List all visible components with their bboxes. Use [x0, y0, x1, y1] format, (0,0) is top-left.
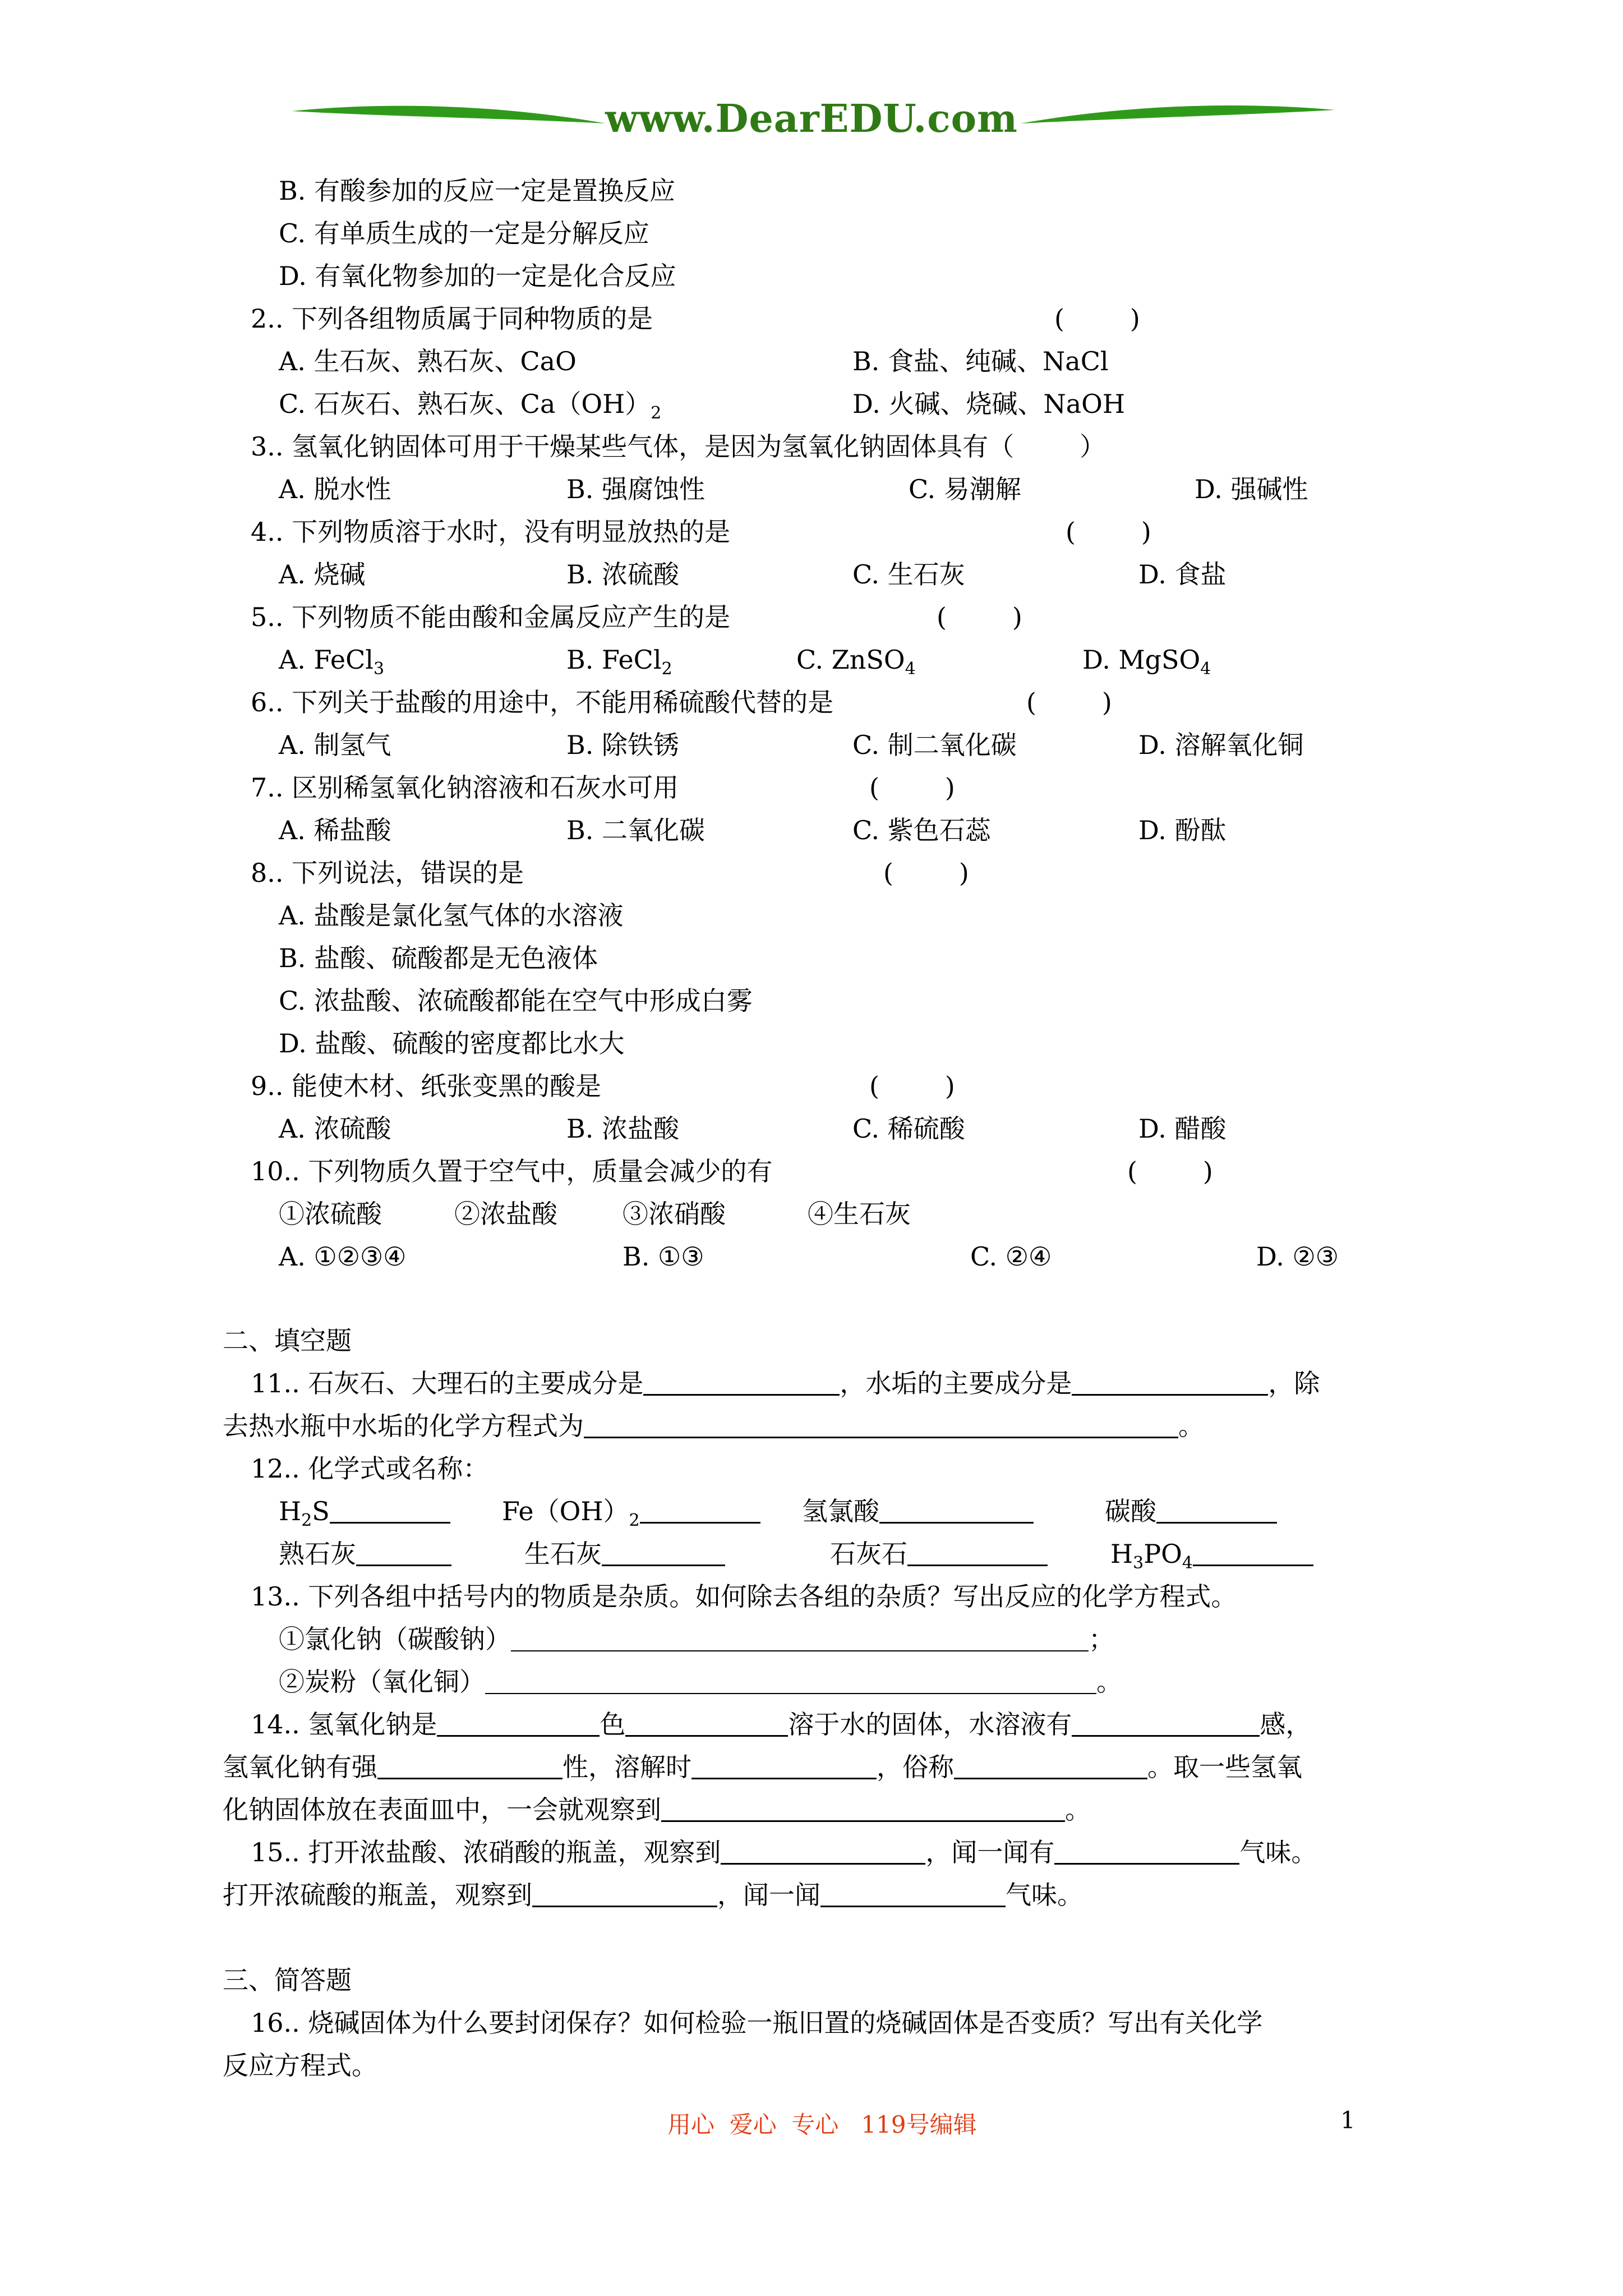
q10-item-2: ②浓盐酸 — [454, 1199, 557, 1229]
q12-row1-feoh2: $Fe(OH)_2$ — [502, 1494, 760, 1528]
site-logo: www.DearEDU.com — [605, 96, 1018, 141]
q12-row1-hcl: 氢氯酸 — [802, 1494, 1034, 1528]
section-short-answer-heading: 三、简答题 — [223, 1965, 352, 1995]
q10-option-c: C. ②④ — [970, 1241, 1052, 1272]
q6-stem: 6.. 下列关于盐酸的用途中，不能用稀硫酸代替的是 — [251, 687, 834, 717]
q13-stem: 13.. 下列各组中括号内的物质是杂质。如何除去各组的杂质？写出反应的化学方程式。 — [251, 1581, 1237, 1612]
q15-line-2: 打开浓硫酸的瓶盖，观察到 ，闻一闻 气味。 — [223, 1880, 1083, 1910]
q12-row2-h3po4: $H_3PO_4$ — [1110, 1537, 1313, 1571]
footer-text: 用心 爱心 专心 119号编辑 — [667, 2111, 977, 2138]
q4-option-d: D. 食盐 — [1138, 559, 1227, 590]
q4-paren: ( ) — [1066, 517, 1151, 547]
q12-row2-limestone: 石灰石 — [830, 1537, 1048, 1571]
q1-option-c: C. 有单质生成的一定是分解反应 — [279, 218, 649, 249]
q3-option-d: D. 强碱性 — [1195, 474, 1308, 504]
q16-line-2: 反应方程式。 — [223, 2050, 377, 2081]
q11-line-2: 去热水瓶中水垢的化学方程式为 。 — [223, 1411, 1204, 1441]
q5-paren: ( ) — [937, 602, 1022, 632]
q16-line-1: 16.. 烧碱固体为什么要封闭保存？如何检验一瓶旧置的烧碱固体是否变质？写出有关化学 — [251, 2008, 1263, 2038]
q7-option-c: C. 紫色石蕊 — [852, 815, 991, 845]
q13-item-1: ①氯化钠（碳酸钠） ； — [279, 1624, 1114, 1654]
q3-option-c: C. 易潮解 — [909, 474, 1021, 504]
q10-stem: 10.. 下列物质久置于空气中，质量会减少的有 — [251, 1156, 773, 1186]
q7-paren: ( ) — [869, 772, 955, 803]
q13-item-2: ②炭粉（氧化铜） 。 — [279, 1667, 1122, 1697]
q6-option-b: B. 除铁锈 — [566, 730, 680, 760]
q1-option-b: B. 有酸参加的反应一定是置换反应 — [279, 176, 676, 206]
q5-stem: 5.. 下列物质不能由酸和金属反应产生的是 — [251, 602, 731, 632]
q8-paren: ( ) — [883, 858, 969, 888]
q3-option-a: A. 脱水性 — [279, 474, 391, 504]
q2-option-a: A. 生石灰、熟石灰、CaO — [279, 346, 577, 376]
q10-option-b: B. ①③ — [623, 1241, 704, 1272]
q11-line-1: 11.. 石灰石、大理石的主要成分是 ，水垢的主要成分是 ，除 — [251, 1368, 1320, 1398]
q12-row2-slaked-lime: 熟石灰 — [279, 1537, 451, 1571]
q9-option-d: D. 醋酸 — [1138, 1114, 1227, 1144]
q14-line-2: 氢氧化钠有强 性，溶解时 ，俗称 。取一些氢氧 — [223, 1752, 1302, 1782]
q7-stem: 7.. 区别稀氢氧化钠溶液和石灰水可用 — [251, 772, 679, 803]
q9-option-a: A. 浓硫酸 — [279, 1114, 391, 1144]
section-fill-in-heading: 二、填空题 — [223, 1326, 352, 1356]
q6-paren: ( ) — [1026, 687, 1112, 717]
q8-stem: 8.. 下列说法，错误的是 — [251, 858, 524, 888]
q2-stem: 2.. 下列各组物质属于同种物质的是 — [251, 303, 653, 334]
q15-line-1: 15.. 打开浓盐酸、浓硝酸的瓶盖，观察到 ，闻一闻有 气味。 — [251, 1837, 1317, 1867]
q14-line-1: 14.. 氢氧化钠是 色 溶于水的固体，水溶液有 感， — [251, 1709, 1312, 1740]
q4-option-a: A. 烧碱 — [279, 559, 366, 590]
q10-option-d: D. ②③ — [1256, 1241, 1339, 1272]
q2-option-b: B. 食盐、纯碱、NaCl — [852, 346, 1109, 376]
q10-item-1: ①浓硫酸 — [279, 1199, 382, 1229]
q10-option-a: A. ①②③④ — [279, 1241, 407, 1272]
q8-option-a: A. 盐酸是氯化氢气体的水溶液 — [279, 900, 624, 931]
q4-option-c: C. 生石灰 — [852, 559, 965, 590]
q5-option-d: D. MgSO$_4$ — [1082, 645, 1211, 679]
q5-option-c: C. ZnSO$_4$ — [796, 645, 916, 679]
q8-option-b: B. 盐酸、硫酸都是无色液体 — [279, 943, 598, 973]
q9-paren: ( ) — [869, 1071, 955, 1101]
q9-option-c: C. 稀硫酸 — [852, 1114, 965, 1144]
q8-option-c: C. 浓盐酸、浓硫酸都能在空气中形成白雾 — [279, 986, 753, 1016]
q12-row1-h2s: $H_2S$ — [279, 1494, 450, 1528]
q7-option-d: D. 酚酞 — [1138, 815, 1227, 845]
q6-option-d: D. 溶解氧化铜 — [1138, 730, 1304, 760]
q7-option-b: B. 二氧化碳 — [566, 815, 706, 845]
q5-option-b: B. FeCl$_2$ — [566, 645, 672, 679]
q2-paren: ( ) — [1054, 303, 1140, 334]
q14-line-3: 化钠固体放在表面皿中，一会就观察到 。 — [223, 1795, 1091, 1825]
q3-option-b: B. 强腐蚀性 — [566, 474, 706, 504]
q5-option-a: A. FeCl$_3$ — [279, 645, 385, 679]
q12-row1-carbonic: 碳酸 — [1105, 1494, 1277, 1528]
q1-option-d: D. 有氧化物参加的一定是化合反应 — [279, 261, 676, 291]
q4-option-b: B. 浓硫酸 — [566, 559, 680, 590]
q10-item-4: ④生石灰 — [808, 1199, 911, 1229]
q8-option-d: D. 盐酸、硫酸的密度都比水大 — [279, 1028, 625, 1059]
q3-stem: 3.. 氢氧化钠固体可用于干燥某些气体，是因为氢氧化钠固体具有（ ） — [251, 431, 1106, 462]
q10-paren: ( ) — [1127, 1156, 1213, 1186]
q10-item-3: ③浓硝酸 — [623, 1199, 726, 1229]
q6-option-a: A. 制氢气 — [279, 730, 391, 760]
q9-option-b: B. 浓盐酸 — [566, 1114, 680, 1144]
q12-stem: 12.. 化学式或名称： — [251, 1453, 489, 1484]
q4-stem: 4.. 下列物质溶于水时，没有明显放热的是 — [251, 517, 731, 547]
q2-option-d: D. 火碱、烧碱、NaOH — [852, 389, 1125, 419]
q2-option-c: C. 石灰石、熟石灰、$Ca(OH)_2$ — [279, 389, 662, 423]
q9-stem: 9.. 能使木材、纸张变黑的酸是 — [251, 1071, 602, 1101]
page-number: 1 — [1340, 2106, 1355, 2134]
q6-option-c: C. 制二氧化碳 — [852, 730, 1017, 760]
q7-option-a: A. 稀盐酸 — [279, 815, 391, 845]
q12-row2-quicklime: 生石灰 — [524, 1537, 725, 1571]
